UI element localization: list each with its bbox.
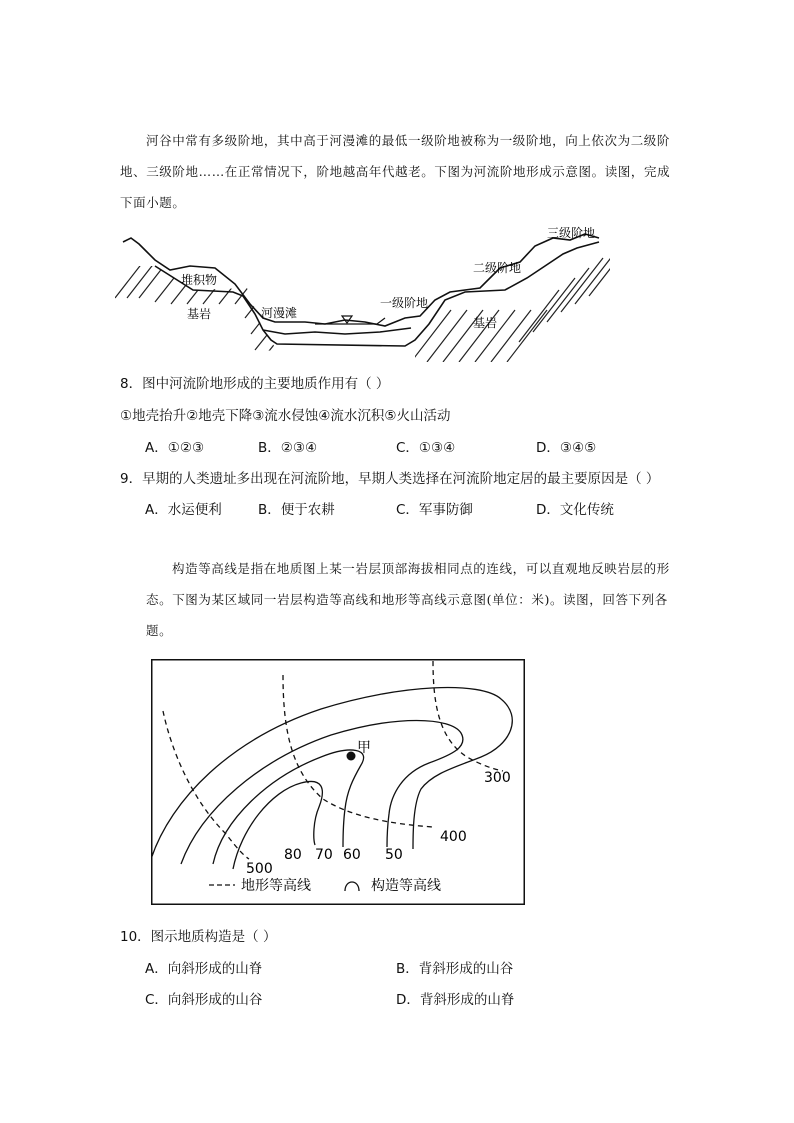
legend-structure-label: 构造等高线 [371, 878, 441, 894]
label-tier2: 二级阶地 [473, 261, 522, 275]
intro-paragraph-1: 河谷中常有多级阶地，其中高于河漫滩的最低一级阶地被称为一级阶地，向上依次为二级阶地、三级阶地……在正常情况下，阶地越高年代越老。下图为河流阶地形成示意图。读图，完成下面小题。 [120, 133, 671, 210]
terrain-label-400: 400 [440, 829, 467, 845]
q9-option-a[interactable]: A．水运便利 [145, 502, 222, 518]
label-bedrock-left: 基岩 [187, 307, 212, 321]
label-tier3: 三级阶地 [547, 226, 596, 240]
question-8-items: ①地壳抬升②地壳下降③流水侵蚀④流水沉积⑤火山活动 [120, 408, 451, 424]
q8-option-b[interactable]: B．②③④ [258, 440, 318, 456]
structure-contour-50 [233, 781, 322, 869]
question-10-stem: 10．图示地质构造是（ ） [120, 929, 277, 945]
bedrock-boundary-line [155, 242, 599, 346]
terrain-contour-300 [433, 661, 503, 771]
q9-option-c[interactable]: C．军事防御 [396, 502, 473, 518]
structure-label-60: 60 [343, 847, 361, 863]
q9-option-d[interactable]: D．文化传统 [536, 502, 614, 518]
river-terrace-figure [115, 222, 610, 362]
q10-option-b[interactable]: B．背斜形成的山谷 [396, 961, 514, 977]
q8-option-c[interactable]: C．①③④ [396, 440, 456, 456]
contour-map-figure [151, 659, 525, 905]
map-frame [152, 660, 525, 905]
q10-option-a[interactable]: A．向斜形成的山脊 [145, 961, 263, 977]
question-8-stem: 8．图中河流阶地形成的主要地质作用有（ ） [120, 376, 390, 392]
structure-label-50: 50 [385, 847, 403, 863]
label-deposit: 堆积物 [181, 273, 218, 287]
structure-label-80: 80 [284, 847, 302, 863]
terrain-label-300: 300 [484, 770, 511, 786]
q8-option-d[interactable]: D．③④⑤ [536, 440, 597, 456]
label-tier1: 一级阶地 [380, 296, 429, 310]
structure-label-70: 70 [315, 847, 333, 863]
label-bedrock-right: 基岩 [473, 316, 498, 330]
q10-option-d[interactable]: D．背斜形成的山脊 [396, 992, 515, 1008]
q8-option-a[interactable]: A．①②③ [145, 440, 205, 456]
legend-solid-curve-icon [345, 882, 359, 891]
point-jia-marker [347, 752, 356, 761]
terrain-contour-500 [163, 711, 249, 859]
intro-paragraph-2: 构造等高线是指在地质图上某一岩层顶部海拔相同点的连线，可以直观地反映岩层的形态。下图为某区域同一岩层构造等高线和地形等高线示意图(单位：米)。读图，回答下列各题。 [146, 561, 670, 638]
label-floodplain: 河漫滩 [261, 306, 298, 320]
q10-option-c[interactable]: C．向斜形成的山谷 [145, 992, 263, 1008]
q9-option-b[interactable]: B．便于农耕 [258, 502, 335, 518]
riverbed-line [263, 328, 411, 334]
legend-terrain-label: 地形等高线 [241, 878, 311, 894]
right-bedrock-hatching [411, 242, 610, 362]
terrain-label-500: 500 [246, 861, 273, 877]
point-jia-label: 甲 [357, 740, 371, 756]
question-9-stem: 9．早期的人类遗址多出现在河流阶地，早期人类选择在河流阶地定居的最主要原因是（ ） [120, 471, 660, 487]
